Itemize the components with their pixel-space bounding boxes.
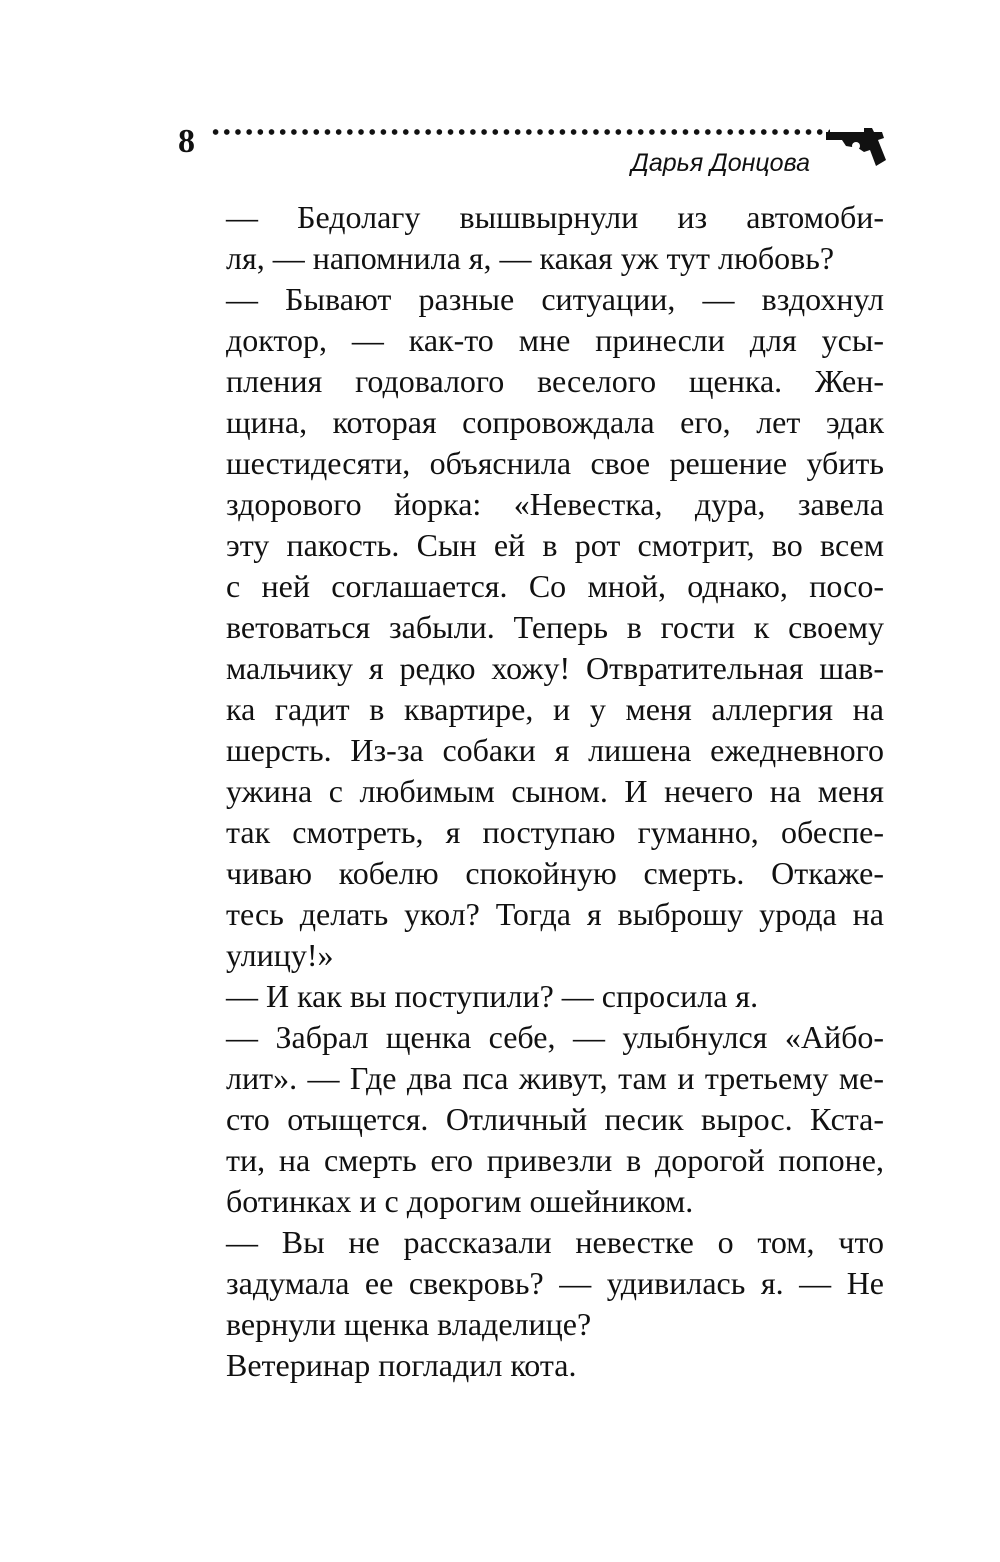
text-line: с ней соглашается. Со мной, однако, посо- [226, 568, 884, 604]
text-line: сто отыщется. Отличный песик вырос. Кста- [226, 1101, 884, 1137]
text-line: — Вы не рассказали невестке о том, что [226, 1224, 884, 1260]
text-line: лит». — Где два пса живут, там и третьему ме- [226, 1060, 884, 1096]
text-line: — Забрал щенка себе, — улыбнулся «Айбо- [226, 1019, 884, 1055]
text-line: задумала ее свекровь? — удивилась я. — Не [226, 1265, 884, 1301]
author-name: Дарья Донцова [631, 149, 810, 177]
text-line: улицу!» [226, 937, 334, 973]
text-line: ботинках и с дорогим ошейником. [226, 1183, 694, 1219]
text-line: ветоваться забыли. Теперь в гости к своему [226, 609, 884, 645]
text-line: пления годовалого веселого щенка. Жен- [226, 363, 884, 399]
paragraph [178, 1222, 884, 1345]
text-line: ка гадит в квартире, и у меня аллергия на [226, 691, 884, 727]
text-line: шерсть. Из-за собаки я лишена ежедневного [226, 732, 884, 768]
text-line: эту пакость. Сын ей в рот смотрит, во всем [226, 527, 884, 563]
text-line: тесь делать укол? Тогда я выброшу урода на [226, 896, 884, 932]
paragraph [178, 197, 884, 279]
page-number: 8 [178, 123, 195, 160]
text-line: мальчику я редко хожу! Отвратительная шав- [226, 650, 884, 686]
paragraph [178, 1345, 884, 1386]
text-line: Ветеринар погладил кота. [226, 1347, 577, 1383]
dotted-rule [210, 127, 830, 137]
text-line: здорового йорка: «Невестка, дура, завела [226, 486, 884, 522]
text-line: — Бедолагу вышвырнули из автомоби- [226, 199, 884, 235]
paragraph [178, 279, 884, 976]
paragraph [178, 976, 884, 1017]
text-line: ужина с любимым сыном. И нечего на меня [226, 773, 884, 809]
text-line: ти, на смерть его привезли в дорогой попоне, [226, 1142, 884, 1178]
text-line: так смотреть, я поступаю гуманно, обеспе- [226, 814, 884, 850]
text-line: шестидесяти, объяснила свое решение убить [226, 445, 884, 481]
body-text [178, 197, 884, 1386]
text-line: чиваю кобелю спокойную смерть. Откаже- [226, 855, 884, 891]
text-line: ля, — напомнила я, — какая уж тут любовь? [226, 240, 835, 276]
text-line: — Бывают разные ситуации, — вздохнул [226, 281, 884, 317]
text-line: щина, которая сопровождала его, лет эдак [226, 404, 884, 440]
text-line: — И как вы поступили? — спросила я. [226, 978, 759, 1014]
text-line: вернули щенка владелице? [226, 1306, 592, 1342]
paragraph [178, 1017, 884, 1222]
revolver-icon [824, 122, 890, 170]
text-line: доктор, — как-то мне принесли для усы- [226, 322, 884, 358]
